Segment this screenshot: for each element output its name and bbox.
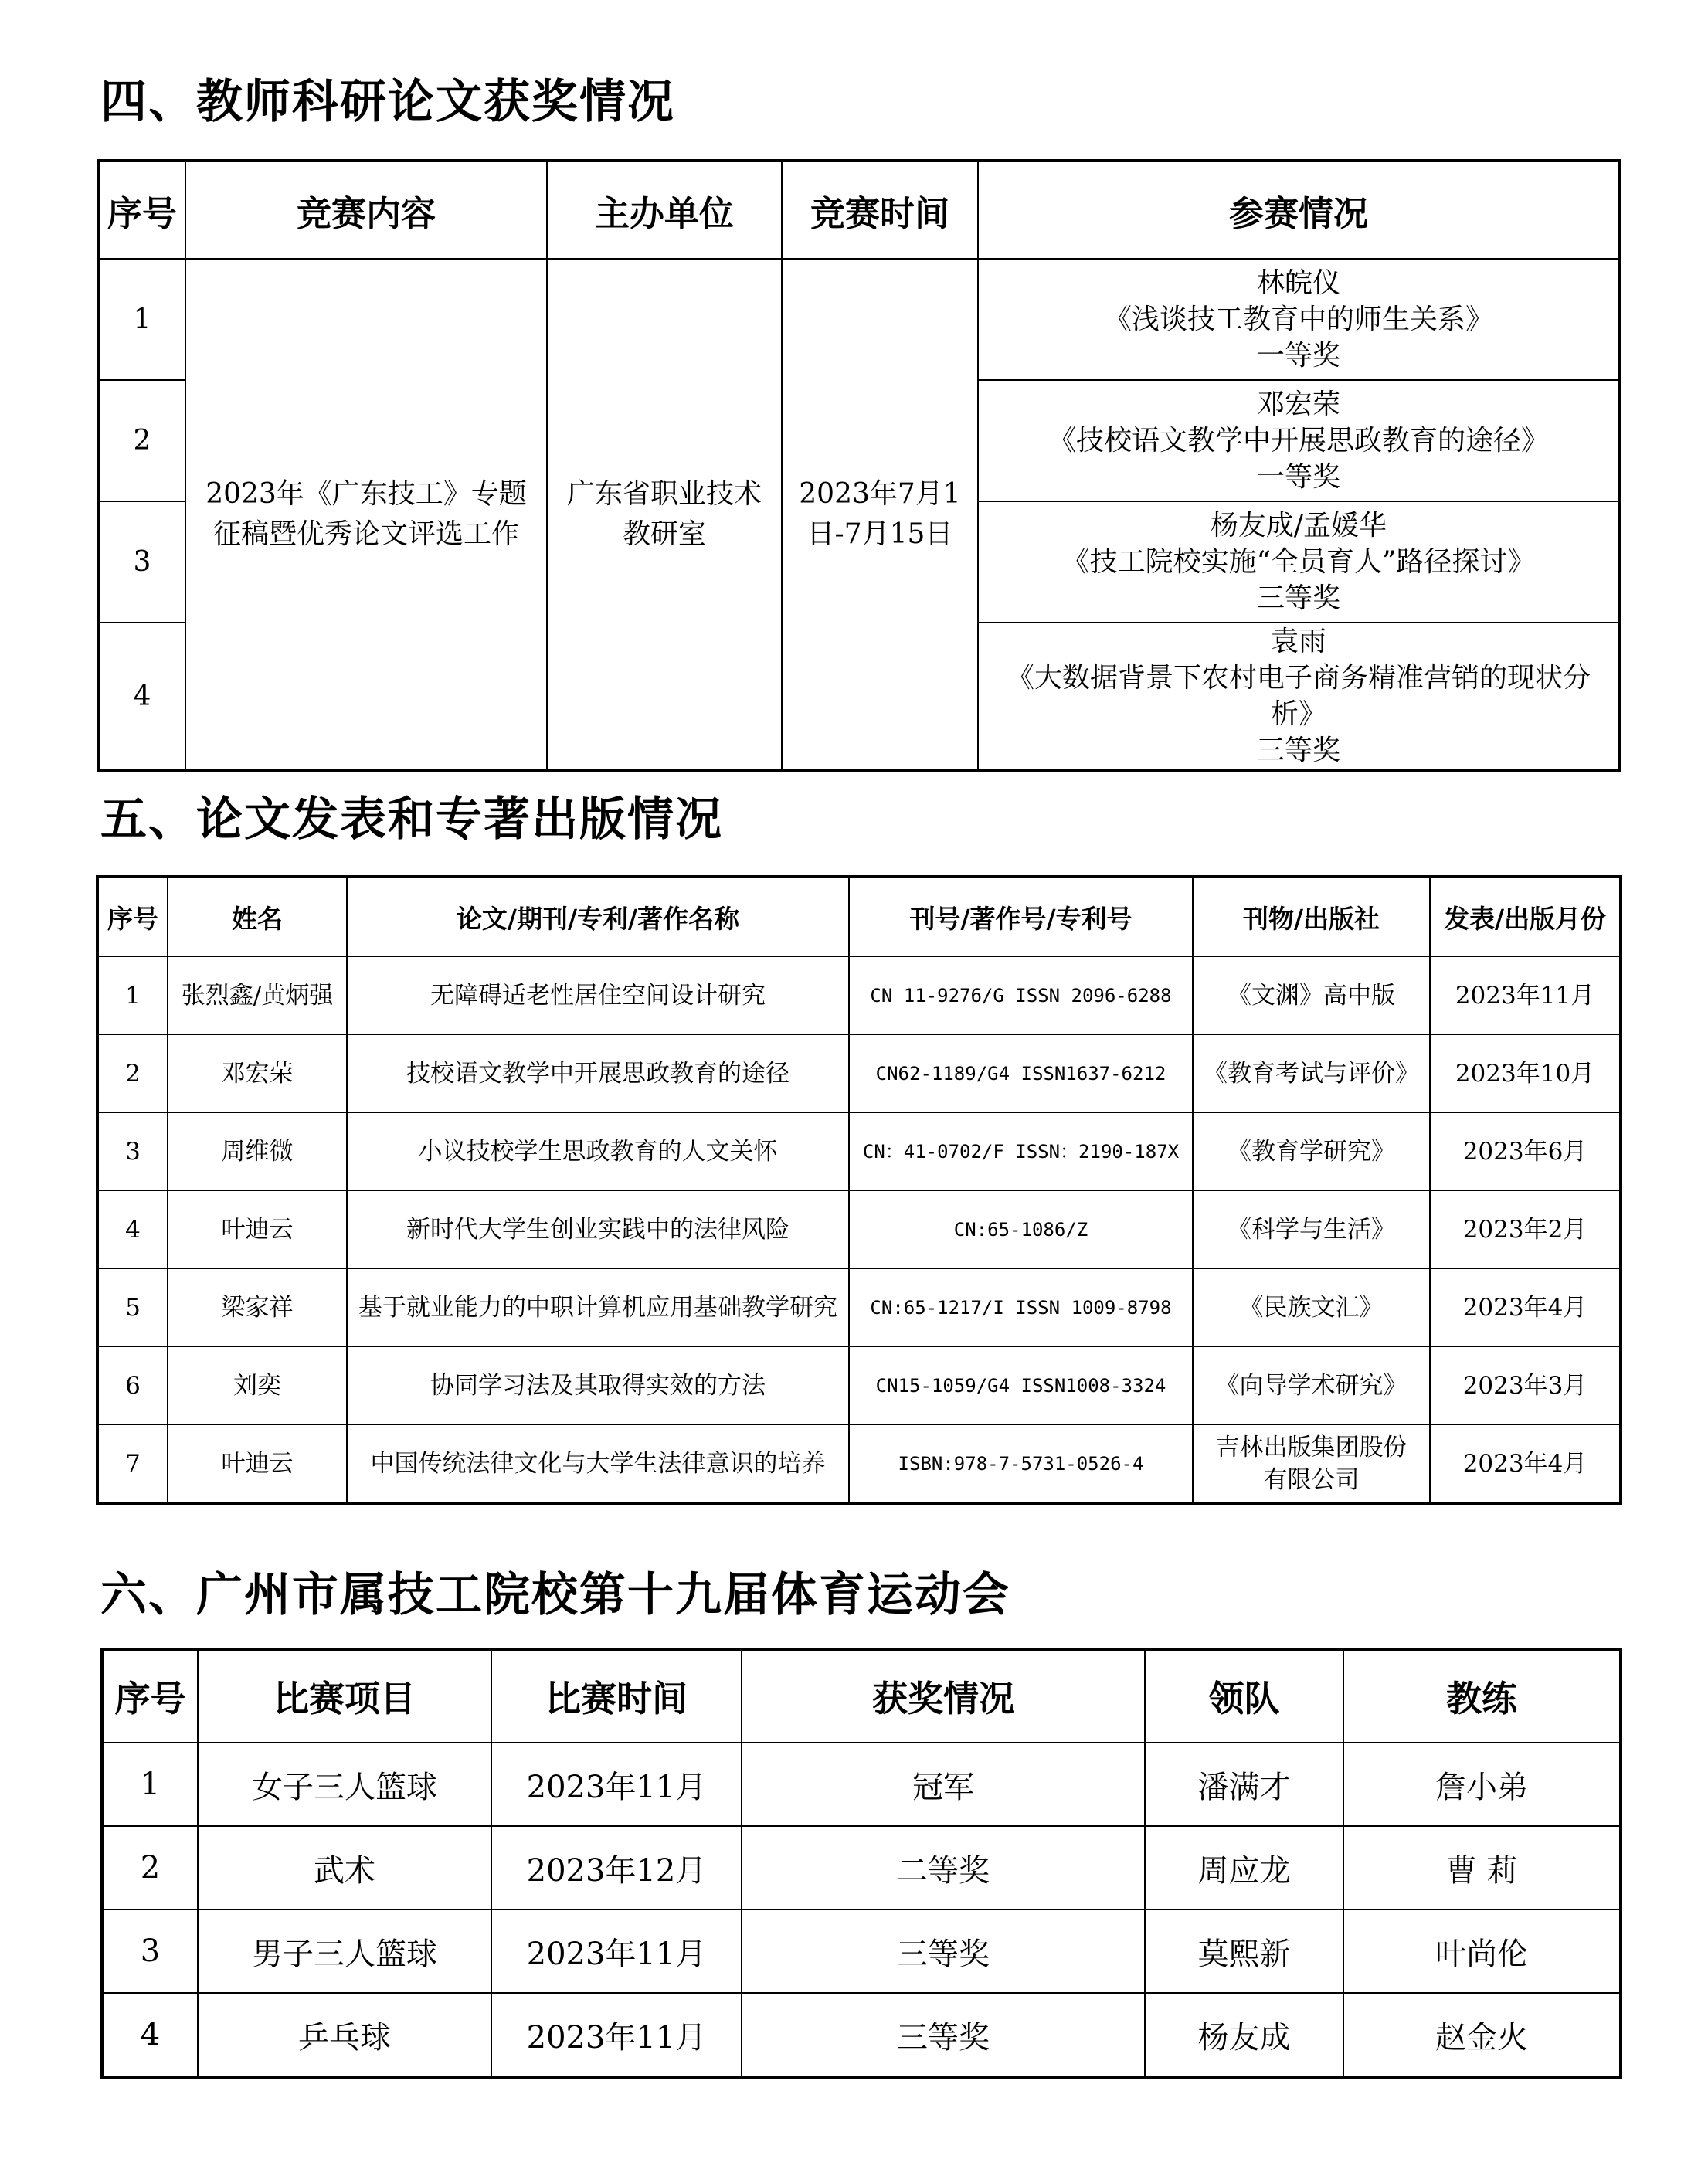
team-leader: 潘满才 xyxy=(1145,1743,1343,1826)
award: 三等奖 xyxy=(742,1910,1145,1993)
table-row xyxy=(98,259,1620,380)
event-time: 2023年11月 xyxy=(491,1993,742,2077)
publisher: 吉林出版集团股份 有限公司 xyxy=(1193,1424,1430,1503)
table-row xyxy=(97,1346,1621,1424)
row-number: 4 xyxy=(97,1190,168,1268)
event-name: 武术 xyxy=(198,1826,491,1910)
award: 二等奖 xyxy=(742,1826,1145,1910)
section-title-publications: 五、论文发表和专著出版情况 xyxy=(100,793,723,847)
table-row xyxy=(97,1424,1621,1503)
publisher: 《民族文汇》 xyxy=(1193,1268,1430,1346)
table-row xyxy=(97,1034,1621,1112)
row-number: 2 xyxy=(102,1826,198,1910)
work-title: 新时代大学生创业实践中的法律风险 xyxy=(347,1190,849,1268)
publish-month: 2023年10月 xyxy=(1430,1034,1621,1112)
coach: 詹小弟 xyxy=(1343,1743,1621,1826)
entry-detail: 杨友成/孟媛华 《技工院校实施“全员育人”路径探讨》 三等奖 xyxy=(978,501,1620,623)
header-name: 姓名 xyxy=(168,877,347,956)
header-award: 获奖情况 xyxy=(742,1649,1145,1743)
row-number: 4 xyxy=(98,623,185,770)
publish-month: 2023年11月 xyxy=(1430,956,1621,1034)
publication-code: CN 11-9276/G ISSN 2096-6288 xyxy=(849,956,1193,1034)
publication-code: CN:65-1086/Z xyxy=(849,1190,1193,1268)
table-header-row xyxy=(98,161,1620,259)
row-number: 7 xyxy=(97,1424,168,1503)
publish-month: 2023年4月 xyxy=(1430,1268,1621,1346)
row-number: 3 xyxy=(102,1910,198,1993)
work-title: 小议技校学生思政教育的人文关怀 xyxy=(347,1112,849,1190)
header-work-title: 论文/期刊/专利/著作名称 xyxy=(347,877,849,956)
header-leader: 领队 xyxy=(1145,1649,1343,1743)
entry-detail: 袁雨 《大数据背景下农村电子商务精准营销的现状分析》 三等奖 xyxy=(978,623,1620,770)
row-number: 2 xyxy=(98,380,185,501)
header-publisher: 刊物/出版社 xyxy=(1193,877,1430,956)
table-header-row xyxy=(97,877,1621,956)
author-name: 叶迪云 xyxy=(168,1190,347,1268)
work-title: 中国传统法律文化与大学生法律意识的培养 xyxy=(347,1424,849,1503)
event-name: 女子三人篮球 xyxy=(198,1743,491,1826)
row-number: 1 xyxy=(97,956,168,1034)
team-leader: 莫熙新 xyxy=(1145,1910,1343,1993)
event-name: 男子三人篮球 xyxy=(198,1910,491,1993)
event-time: 2023年11月 xyxy=(491,1910,742,1993)
team-leader: 周应龙 xyxy=(1145,1826,1343,1910)
publisher: 《科学与生活》 xyxy=(1193,1190,1430,1268)
header-coach: 教练 xyxy=(1343,1649,1621,1743)
header-no: 序号 xyxy=(98,161,185,259)
coach: 赵金火 xyxy=(1343,1993,1621,2077)
event-name: 乒乓球 xyxy=(198,1993,491,2077)
organizer: 广东省职业技术 教研室 xyxy=(547,259,782,770)
contest-name: 2023年《广东技工》专题 征稿暨优秀论文评选工作 xyxy=(185,259,547,770)
header-contest-time: 竞赛时间 xyxy=(782,161,978,259)
sports-meet-table xyxy=(100,1648,1622,2079)
row-number: 2 xyxy=(97,1034,168,1112)
publish-month: 2023年2月 xyxy=(1430,1190,1621,1268)
row-number: 3 xyxy=(98,501,185,623)
work-title: 协同学习法及其取得实效的方法 xyxy=(347,1346,849,1424)
publication-code: CN15-1059/G4 ISSN1008-3324 xyxy=(849,1346,1193,1424)
work-title: 技校语文教学中开展思政教育的途径 xyxy=(347,1034,849,1112)
header-event-time: 比赛时间 xyxy=(491,1649,742,1743)
publish-month: 2023年6月 xyxy=(1430,1112,1621,1190)
award: 三等奖 xyxy=(742,1993,1145,2077)
header-event: 比赛项目 xyxy=(198,1649,491,1743)
event-time: 2023年11月 xyxy=(491,1743,742,1826)
row-number: 3 xyxy=(97,1112,168,1190)
row-number: 6 xyxy=(97,1346,168,1424)
author-name: 梁家祥 xyxy=(168,1268,347,1346)
header-entry: 参赛情况 xyxy=(978,161,1620,259)
author-name: 邓宏荣 xyxy=(168,1034,347,1112)
publisher: 《教育学研究》 xyxy=(1193,1112,1430,1190)
entry-detail: 邓宏荣 《技校语文教学中开展思政教育的途径》 一等奖 xyxy=(978,380,1620,501)
publisher: 《教育考试与评价》 xyxy=(1193,1034,1430,1112)
publish-month: 2023年4月 xyxy=(1430,1424,1621,1503)
header-code: 刊号/著作号/专利号 xyxy=(849,877,1193,956)
publications-table xyxy=(96,875,1622,1505)
publisher: 《文渊》高中版 xyxy=(1193,956,1430,1034)
table-row xyxy=(97,1268,1621,1346)
publication-code: CN：41-0702/F ISSN：2190-187X xyxy=(849,1112,1193,1190)
team-leader: 杨友成 xyxy=(1145,1993,1343,2077)
coach: 叶尚伦 xyxy=(1343,1910,1621,1993)
header-contest: 竞赛内容 xyxy=(185,161,547,259)
teacher-paper-awards-table xyxy=(97,159,1621,772)
event-time: 2023年12月 xyxy=(491,1826,742,1910)
table-row xyxy=(102,1993,1621,2077)
section-title-teacher-paper-awards: 四、教师科研论文获奖情况 xyxy=(100,75,675,129)
work-title: 基于就业能力的中职计算机应用基础教学研究 xyxy=(347,1268,849,1346)
work-title: 无障碍适老性居住空间设计研究 xyxy=(347,956,849,1034)
row-number: 4 xyxy=(102,1993,198,2077)
award: 冠军 xyxy=(742,1743,1145,1826)
table-row xyxy=(97,956,1621,1034)
coach: 曹 莉 xyxy=(1343,1826,1621,1910)
table-row xyxy=(97,1112,1621,1190)
table-row xyxy=(102,1910,1621,1993)
entry-detail: 林皖仪 《浅谈技工教育中的师生关系》 一等奖 xyxy=(978,259,1620,380)
section-title-sports-meet: 六、广州市属技工院校第十九届体育运动会 xyxy=(100,1568,1010,1622)
author-name: 周维微 xyxy=(168,1112,347,1190)
table-row xyxy=(97,1190,1621,1268)
header-no: 序号 xyxy=(97,877,168,956)
table-row xyxy=(102,1743,1621,1826)
author-name: 叶迪云 xyxy=(168,1424,347,1503)
header-month: 发表/出版月份 xyxy=(1430,877,1621,956)
row-number: 1 xyxy=(102,1743,198,1826)
row-number: 5 xyxy=(97,1268,168,1346)
author-name: 张烈鑫/黄炳强 xyxy=(168,956,347,1034)
table-row xyxy=(102,1826,1621,1910)
publication-code: CN:65-1217/I ISSN 1009-8798 xyxy=(849,1268,1193,1346)
table-header-row xyxy=(102,1649,1621,1743)
author-name: 刘奕 xyxy=(168,1346,347,1424)
publication-code: ISBN:978-7-5731-0526-4 xyxy=(849,1424,1193,1503)
publication-code: CN62-1189/G4 ISSN1637-6212 xyxy=(849,1034,1193,1112)
publisher: 《向导学术研究》 xyxy=(1193,1346,1430,1424)
publish-month: 2023年3月 xyxy=(1430,1346,1621,1424)
row-number: 1 xyxy=(98,259,185,380)
header-no: 序号 xyxy=(102,1649,198,1743)
header-organizer: 主办单位 xyxy=(547,161,782,259)
contest-time: 2023年7月1 日-7月15日 xyxy=(782,259,978,770)
